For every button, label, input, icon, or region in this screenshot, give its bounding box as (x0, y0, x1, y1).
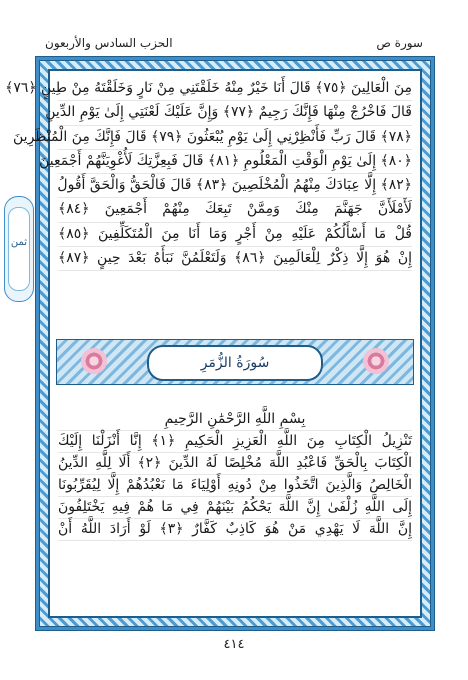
rose-ornament-icon (81, 348, 107, 374)
verse-line: إِنَّ اللَّهَ لَا يَهْدِي مَنْ هُوَ كَاذِبٌ كَفَّارٌ ﴿٣﴾ لَوْ أَرَادَ اللَّهُ أَنْ (58, 519, 412, 541)
juz-marker-badge (4, 196, 34, 302)
juz-marker-label: ثمن (10, 237, 28, 248)
rose-ornament-icon (363, 348, 389, 374)
verse-line: إِلَى اللَّهِ زُلْفَىٰ إِنَّ اللَّهَ يَحْكُمُ بَيْنَهُمْ فِي مَا هُمْ فِيهِ يَخْتَلِفُونَ (58, 497, 412, 519)
verse-line: لَأَمْلَأَنَّ جَهَنَّمَ مِنْكَ وَمِمَّنْ تَبِعَكَ مِنْهُمْ أَجْمَعِينَ ﴿٨٤﴾ (58, 198, 412, 222)
page-number: ٤١٤ (223, 637, 245, 652)
verse-line: مِنَ الْعَالِينَ ﴿٧٥﴾ قَالَ أَنَا خَيْرٌ مِنْهُ خَلَقْتَنِي مِنْ نَارٍ وَخَلَقْتَهُ مِنْ طِينٍ ﴿٧٦﴾ (58, 77, 412, 101)
verse-line: تَنْزِيلُ الْكِتَابِ مِنَ اللَّهِ الْعَزِيزِ الْحَكِيمِ ﴿١﴾ إِنَّا أَنْزَلْنَا إِلَيْكَ (58, 431, 412, 453)
verse-line: قُلْ مَا أَسْأَلُكُمْ عَلَيْهِ مِنْ أَجْرٍ وَمَا أَنَا مِنَ الْمُتَكَلِّفِينَ ﴿٨٥﴾ (58, 223, 412, 247)
verse-line: ﴿٨٠﴾ إِلَىٰ يَوْمِ الْوَقْتِ الْمَعْلُومِ ﴿٨١﴾ قَالَ فَبِعِزَّتِكَ لَأُغْوِيَنَّهُمْ أَجْمَعِينَ (58, 150, 412, 174)
surah-title-band (56, 339, 414, 385)
hizb-header: الحزب السادس والأربعون (45, 36, 173, 50)
verse-line: الْخَالِصُ وَالَّذِينَ اتَّخَذُوا مِنْ دُونِهِ أَوْلِيَاءَ مَا نَعْبُدُهُمْ إِلَّا لِيُقَرِّبُونَا (58, 475, 412, 497)
verse-line: ﴿٨٢﴾ إِلَّا عِبَادَكَ مِنْهُمُ الْمُخْلَصِينَ ﴿٨٣﴾ قَالَ فَالْحَقُّ وَالْحَقَّ أَقُولُ (58, 174, 412, 198)
basmala: بِسْمِ اللَّهِ الرَّحْمَٰنِ الرَّحِيمِ (58, 409, 412, 431)
juz-marker-ornament (8, 207, 30, 291)
verse-line: الْكِتَابَ بِالْحَقِّ فَاعْبُدِ اللَّهَ مُخْلِصًا لَهُ الدِّينَ ﴿٢﴾ أَلَا لِلَّهِ الدِّينُ (58, 453, 412, 475)
verse-line: إِنْ هُوَ إِلَّا ذِكْرٌ لِلْعَالَمِينَ ﴿٨٦﴾ وَلَتَعْلَمُنَّ نَبَأَهُ بَعْدَ حِينٍ ﴿٨٧﴾ (58, 247, 412, 271)
verse-line: قَالَ فَاخْرُجْ مِنْهَا فَإِنَّكَ رَجِيمٌ ﴿٧٧﴾ وَإِنَّ عَلَيْكَ لَعْنَتِي إِلَىٰ يَوْمِ الدِّينِ (58, 101, 412, 125)
surah-title: سُورَةُ الزُّمَرِ (147, 345, 323, 381)
surah-header: سورة ص (376, 36, 423, 50)
verses-after (58, 409, 412, 619)
verse-line: ﴿٧٨﴾ قَالَ رَبِّ فَأَنْظِرْنِي إِلَىٰ يَوْمِ يُبْعَثُونَ ﴿٧٩﴾ قَالَ فَإِنَّكَ مِنَ الْمُنْظَرِينَ (58, 126, 412, 150)
